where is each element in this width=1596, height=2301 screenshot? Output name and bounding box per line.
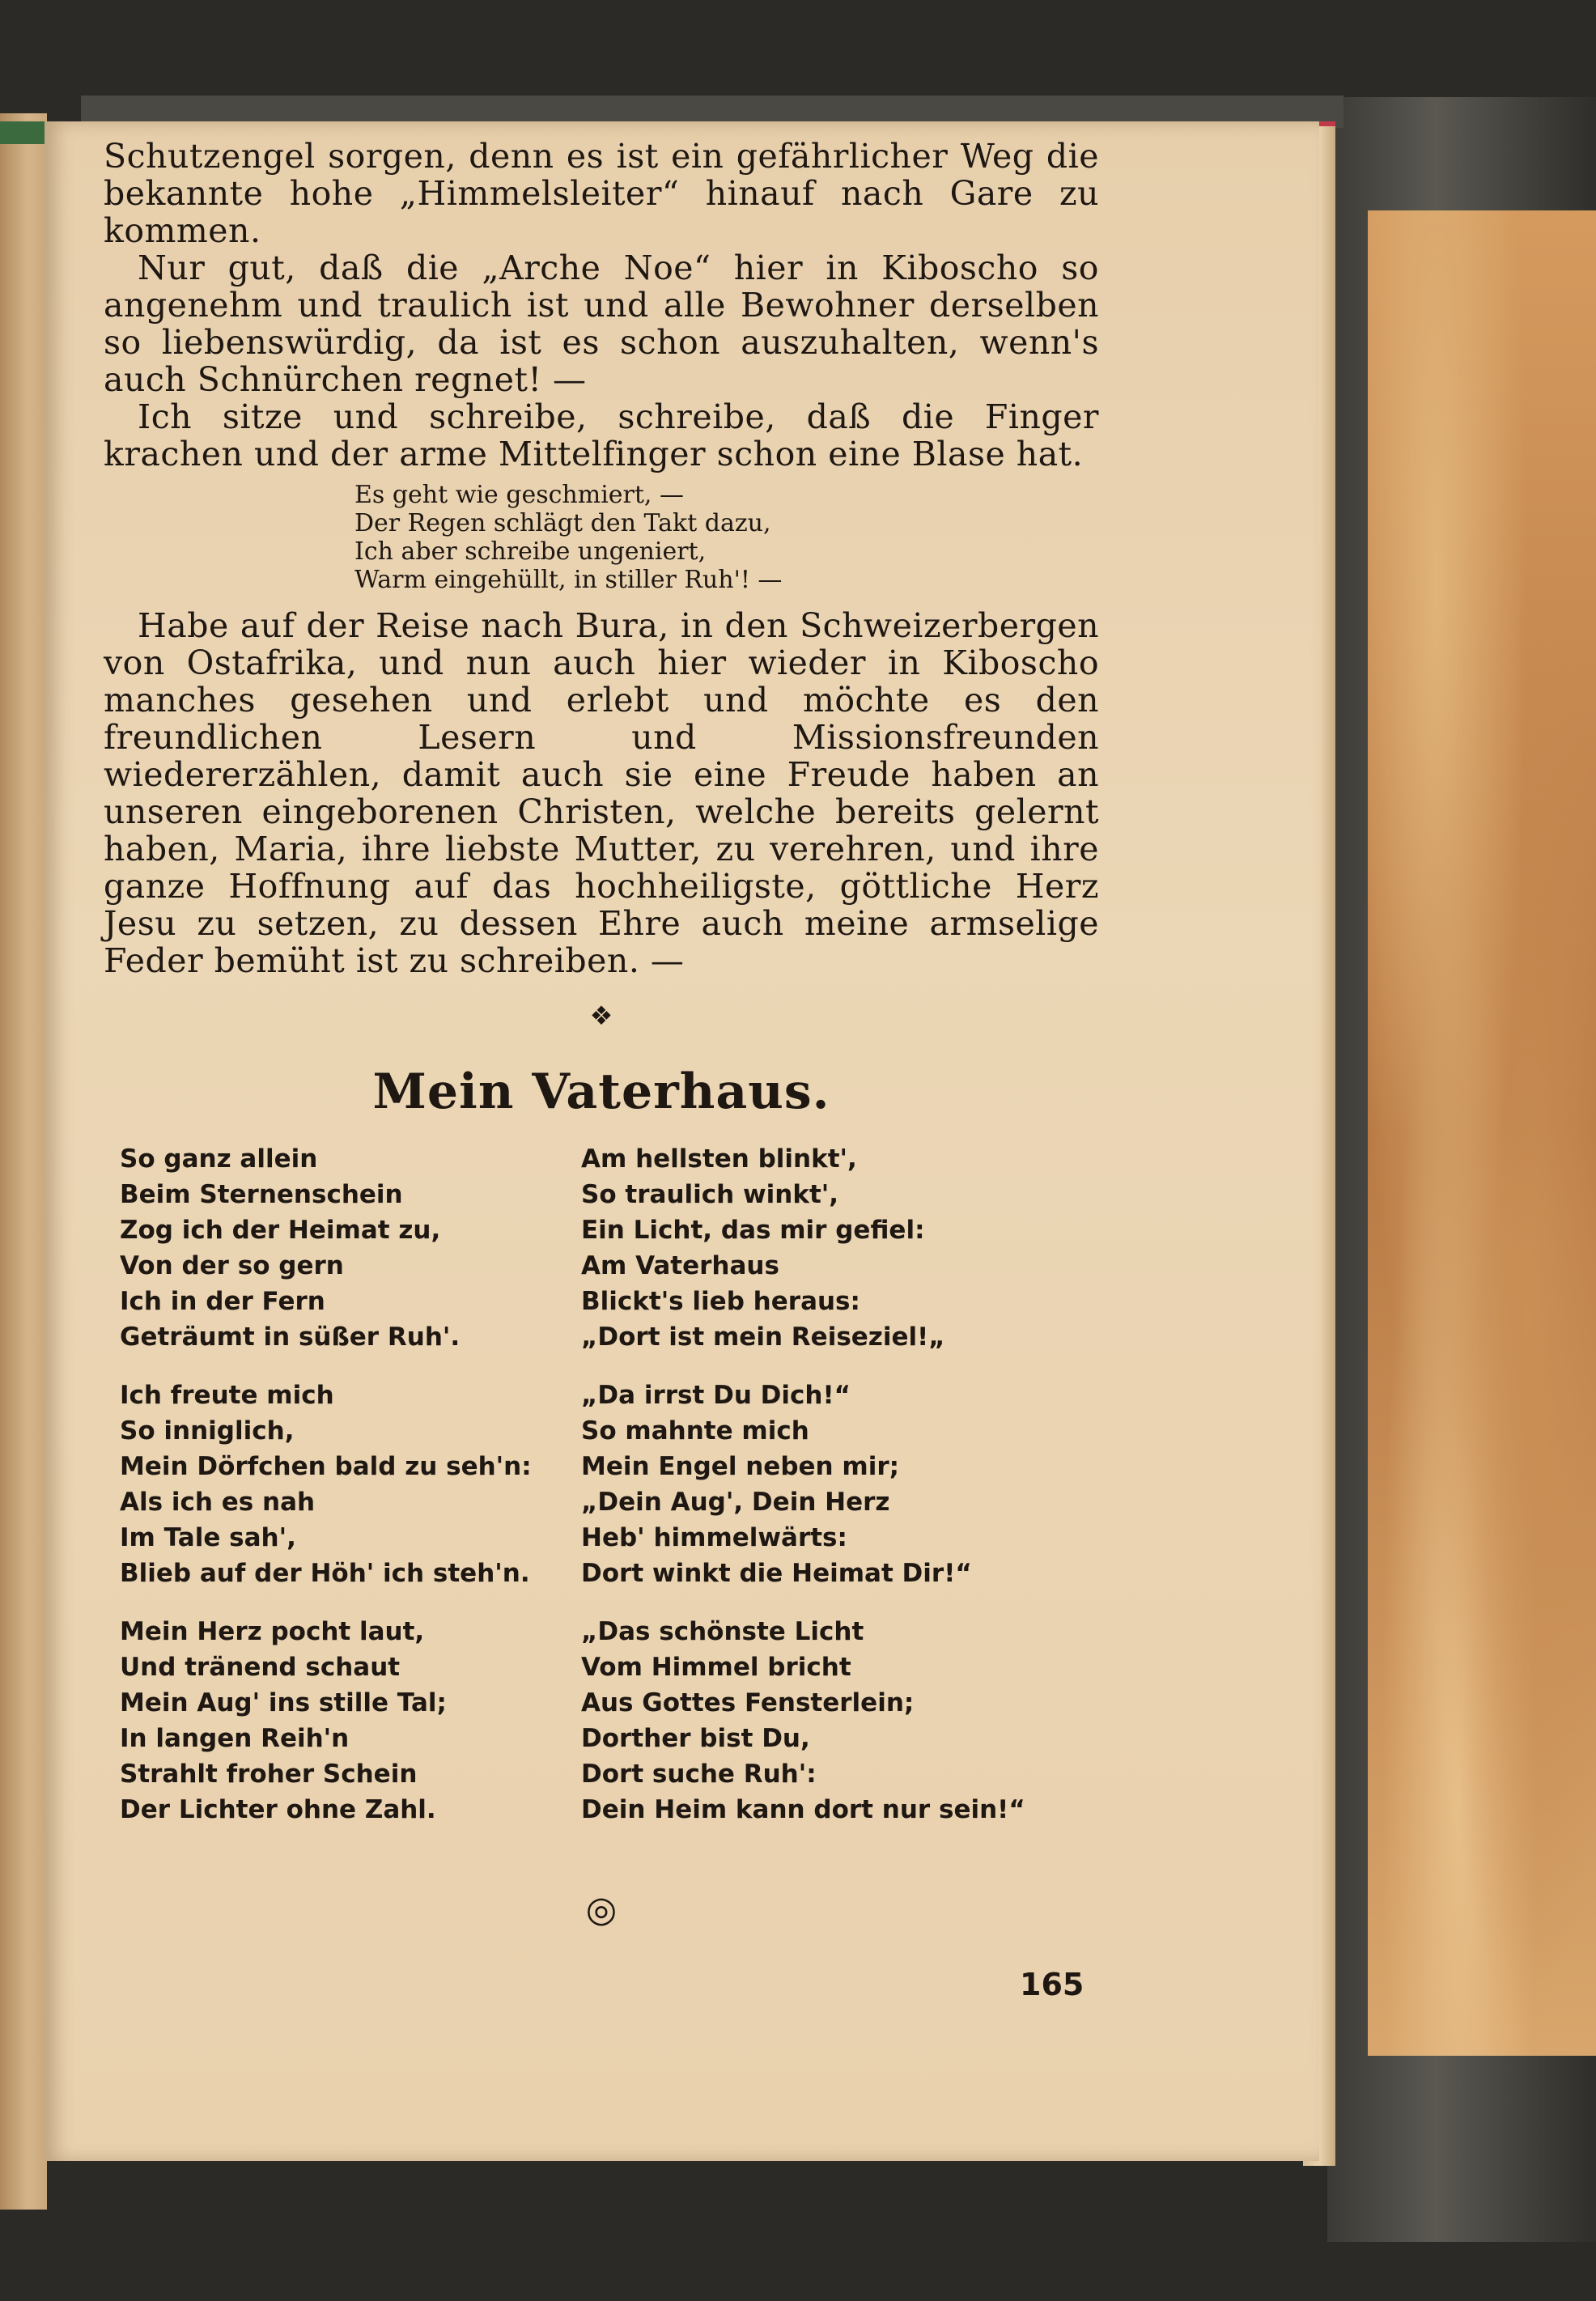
poem-line: Zog ich der Heimat zu, [120, 1216, 441, 1245]
poem-line: Der Lichter ohne Zahl. [120, 1795, 436, 1824]
poem-line: Dorther bist Du, [581, 1724, 810, 1753]
stanza [581, 1378, 970, 1591]
poem-line: „Dort ist mein Reiseziel!„ [581, 1322, 945, 1352]
stanza [120, 1614, 508, 1828]
poem-line: Geträumt in süßer Ruh'. [120, 1322, 461, 1352]
divider-ornament-icon: ❖ [589, 1000, 613, 1031]
inline-verse [354, 481, 1099, 594]
poem-line: So inniglich, [120, 1416, 295, 1446]
poem-line: Mein Dörfchen bald zu seh'n: [120, 1452, 532, 1481]
poem-title: Mein Vaterhaus. [372, 1063, 830, 1120]
stanza [581, 1141, 970, 1355]
marbled-endpaper [1368, 210, 1596, 2056]
poem-line: Beim Sternenschein [120, 1180, 403, 1209]
poem-line: Ich in der Fern [120, 1287, 325, 1316]
poem-line: Mein Herz pocht laut, [120, 1617, 425, 1646]
page-text [104, 138, 1099, 1930]
poem-line: Dort winkt die Heimat Dir!“ [581, 1559, 972, 1588]
poem-line: Von der so gern [120, 1251, 344, 1280]
poem-line: Blieb auf der Höh' ich steh'n. [120, 1559, 530, 1588]
poem-line: Vom Himmel bricht [581, 1653, 851, 1682]
poem-line: Dort suche Ruh': [581, 1760, 817, 1789]
verse-line: Ich aber schreibe ungeniert, [354, 537, 707, 566]
poem-line: „Dein Aug', Dein Herz [581, 1488, 890, 1517]
poem-column-left [120, 1141, 532, 1850]
paragraph-1: Schutzengel sorgen, denn es ist ein gefährlicher Weg die bekannte hohe „Himmelsleiter“ hinauf nach Gare zu kommen. [104, 137, 1099, 250]
poem-line: Mein Aug' ins stille Tal; [120, 1688, 447, 1717]
poem-line: So traulich winkt', [581, 1180, 839, 1209]
poem-line: Als ich es nah [120, 1488, 316, 1517]
left-page-edge [0, 113, 47, 2210]
poem-line: Heb' himmelwärts: [581, 1523, 847, 1552]
poem-line: Am hellsten blinkt', [581, 1144, 857, 1174]
poem-line: Dein Heim kann dort nur sein!“ [581, 1795, 1025, 1824]
poem-line: Ich freute mich [120, 1381, 334, 1410]
poem-line: So ganz allein [120, 1144, 318, 1174]
poem [120, 1141, 1025, 1850]
verse-line: Es geht wie geschmiert, — [354, 481, 685, 509]
poem-line: Und tränend schaut [120, 1653, 401, 1682]
poem-line: Im Tale sah', [120, 1523, 296, 1552]
page-number: 165 [1020, 1967, 1085, 2002]
verse-line: Der Regen schlägt den Takt dazu, [354, 509, 771, 537]
stanza [120, 1378, 532, 1591]
poem-line: „Das schönste Licht [581, 1617, 864, 1646]
poem-line: In langen Reih'n [120, 1724, 350, 1753]
paragraph-4: Habe auf der Reise nach Bura, in den Schweizerbergen von Ostafrika, und nun auch hier wieder in Kiboscho manches gesehen und erlebt und möchte es den freundlichen Lesern und Missionsfreunden wiedererzählen, damit auch sie eine Freude haben an unseren eingeborenen Christen, welche bereits gelernt haben, Maria, ihre liebste Mutter, zu verehren, und ihre ganze Hoffnung auf das hochheiligste, göttliche Herz Jesu zu setzen, zu dessen Ehre auch meine armselige Feder bemüht ist zu schreiben. — [104, 606, 1099, 980]
poem-column-right [581, 1141, 1025, 1850]
poem-line: Blickt's lieb heraus: [581, 1287, 860, 1316]
poem-line: Mein Engel neben mir; [581, 1452, 900, 1481]
paragraph-2: Nur gut, daß die „Arche Noe“ hier in Kiboscho so angenehm und traulich ist und alle Bewohner derselben so liebenswürdig, da ist es schon auszuhalten, wenn's auch Schnürchen regnet! — [104, 248, 1099, 399]
poem-line: Am Vaterhaus [581, 1251, 779, 1280]
verse-line: Warm eingehüllt, in stiller Ruh'! — [354, 566, 783, 594]
poem-line: „Da irrst Du Dich!“ [581, 1381, 851, 1410]
stanza [581, 1614, 1025, 1828]
poem-line: Ein Licht, das mir gefiel: [581, 1216, 925, 1245]
poem-line: Aus Gottes Fensterlein; [581, 1688, 915, 1717]
poem-line: So mahnte mich [581, 1416, 809, 1446]
poem-line: Strahlt froher Schein [120, 1760, 418, 1789]
end-ornament-icon: ◎ [585, 1889, 618, 1930]
paragraph-3: Ich sitze und schreibe, schreibe, daß die Finger krachen und der arme Mittelfinger schon eine Blase hat. [104, 397, 1099, 473]
stanza [120, 1141, 508, 1355]
